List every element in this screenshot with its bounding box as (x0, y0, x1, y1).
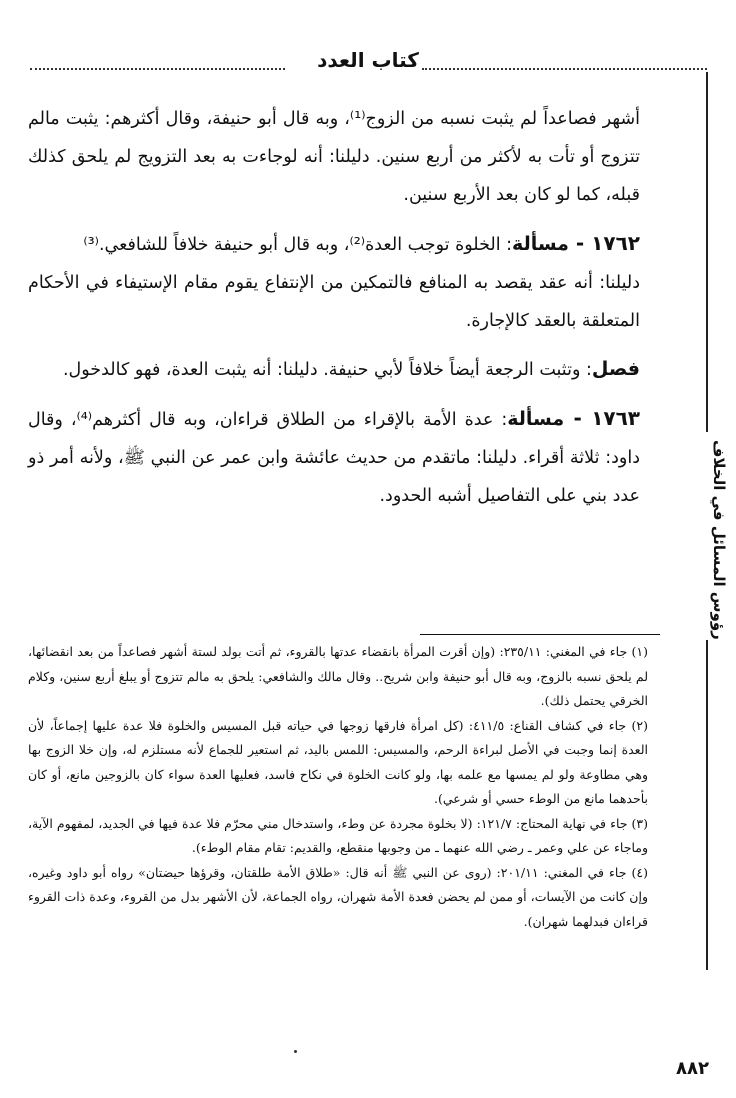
side-running-title: رؤوس المسائل في الخلاف (710, 440, 728, 640)
masala-keyword: مسألة (512, 233, 569, 255)
masala-number: ١٧٦٢ - (568, 231, 640, 255)
masala-evidence: دليلنا: أنه عقد يقصد به المنافع فالتمكين من الإنتفاع يقوم مقام الإستيفاء في الأحكام المتعلقة بالعقد كالإجارة. (28, 273, 640, 331)
footnote-separator (420, 634, 660, 635)
header-rule-right (422, 68, 707, 70)
footnotes (28, 640, 648, 934)
fasl-keyword: فصل (591, 358, 640, 380)
ink-dot (294, 1050, 297, 1053)
fasl-text: : وتثبت الرجعة أيضاً خلافاً لأبي حنيفة. دليلنا: أنه يثبت العدة، فهو كالدخول. (62, 360, 592, 380)
footnote-4: (٤) جاء في المغني: ٢٠١/١١: (روى عن النبي ﷺ أنه قال: «طلاق الأمة طلقتان، وقرؤها حيضتان» رواه أبو داود وغيره، وإن كانت من الآيسات، أو ممن لم يحضن فعدة الأمة شهران، رواه الجماعة، لأن الأشهر بدل من القروء، وعدة ذات القروء قراءان فبدلهما شهران). (28, 864, 648, 929)
side-rule-bottom (706, 640, 708, 970)
header-rule-left (30, 68, 285, 70)
side-rule-top (706, 72, 708, 432)
page-number: ٨٨٢ (676, 1058, 709, 1079)
paragraph-continuation: أشهر فصاعداً لم يثبت نسبه من الزوج⁽¹⁾، وبه قال أبو حنيفة، وقال أكثرهم: يثبت مالم تتزوج أو تأت به لأكثر من أربع سنين. دليلنا: أنه لوجاءت به بعد التزويج لم يلحق كذلك قبله، كما لو كان بعد الأربع سنين. (28, 109, 640, 205)
main-text (28, 100, 640, 515)
running-head-title: كتاب العدد (317, 48, 419, 72)
fasl-paragraph (28, 350, 640, 389)
footnote-2: (٢) جاء في كشاف القناع: ٤١١/٥: (كل امرأة فارقها زوجها في حياته قبل المسيس والخلوة فلا عدة عليها إجماعاً، لأن العدة إنما وجبت في الأصل لبراءة الرحم، والمسيس: اللمس باليد، ثم استعير للجماع لأنه مستلزم له، وإن خلا الزوج بها وهي مطاوعة ولو لم يمسها مع علمه بها، ولو كانت الخلوة في نكاح فاسد، فعليها العدة سواء كان بالزوجين مانع، أو كان بأحدهما مانع من الوطء حسي أو شرعي). (28, 717, 648, 806)
footnote-3: (٣) جاء في نهاية المحتاج: ١٢١/٧: (لا بخلوة مجردة عن وطء، واستدخال مني محرّم فلا عدة فيها في الجديد، لمفهوم الآية، وماجاء عن علي وعمر ـ رضي الله عنهما ـ من وجوبها منقطع، والقديم: تقام مقام الوطء). (28, 815, 649, 855)
masala-text: : عدة الأمة بالإقراء من الطلاق قراءان، وبه قال أكثرهم⁽⁴⁾، وقال داود: ثلاثة أقراء. دليلنا: ماتقدم من حديث عائشة وابن عمر عن النبي ﷺ، ولأنه أمر ذو عدد بني على التفاصيل أشبه الحدود. (28, 410, 640, 506)
masala-keyword: مسألة (507, 408, 565, 430)
footnote-1: (١) جاء في المغني: ٢٣٥/١١: (وإن أقرت المرأة بانقضاء عدتها بالقروء، ثم أتت بولد لستة أشهر فصاعداً من بعد انقضائها، لم يلحق نسبه بالزوج، وبه قال أبو حنيفة وابن شريح.. وقال مالك والشافعي: يلحق به مالم تتزوج أو يبلغ أربع سنين، وكلام الخرقي يحتمل ذلك). (28, 644, 648, 708)
masala-text: : الخلوة توجب العدة⁽²⁾، وبه قال أبو حنيفة خلافاً للشافعي.⁽³⁾ (83, 235, 513, 255)
masala-1763 (28, 399, 640, 515)
masala-1762 (28, 224, 640, 340)
masala-number: ١٧٦٣ - (564, 406, 641, 430)
